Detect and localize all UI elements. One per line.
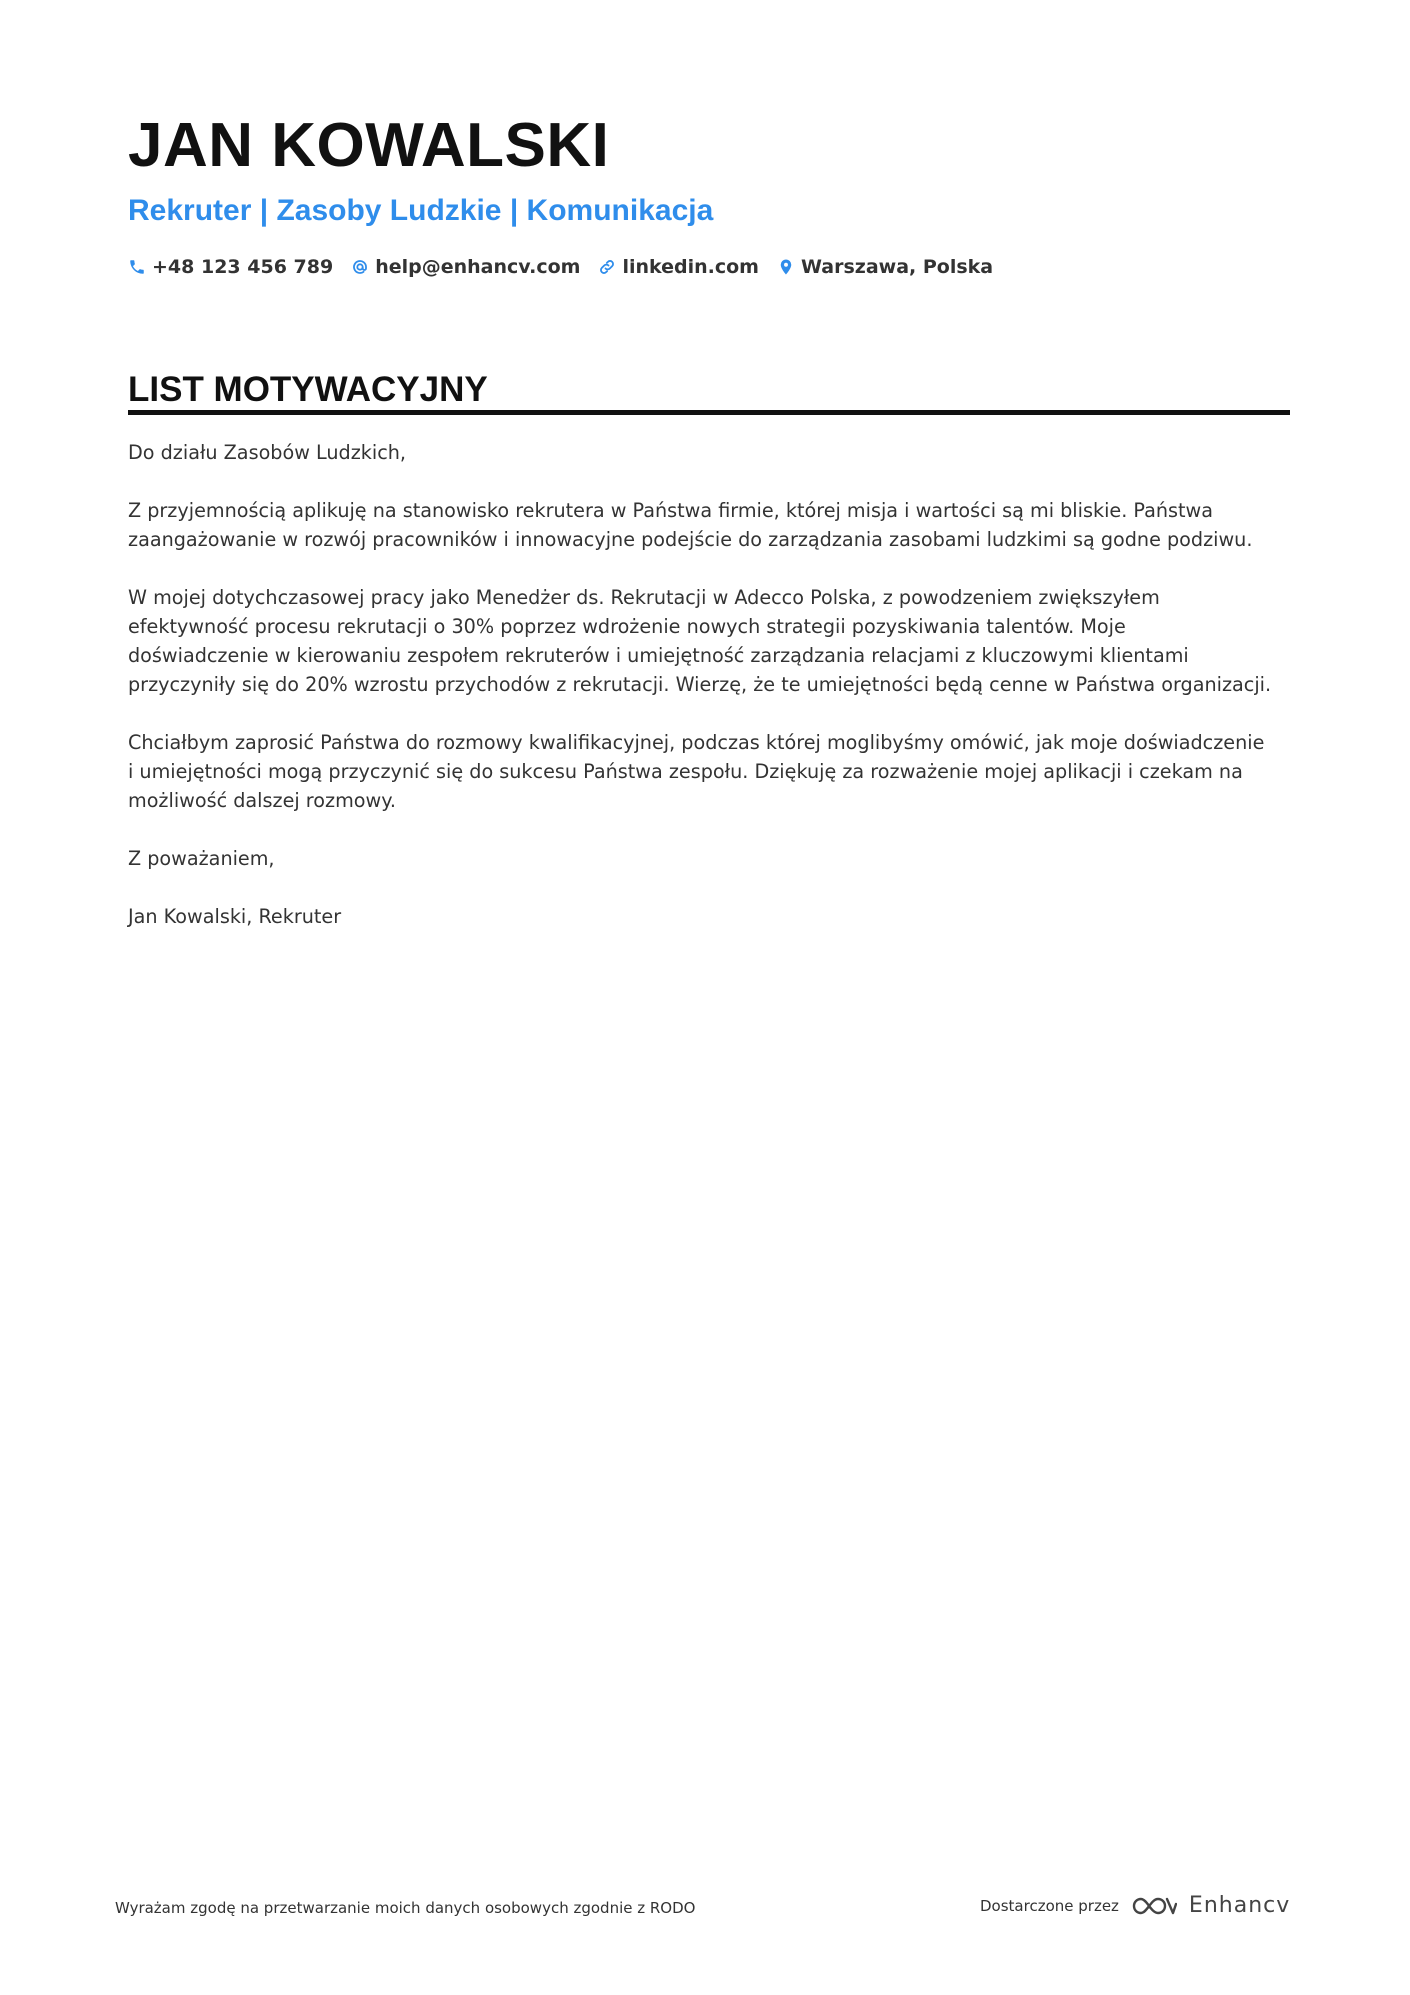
email-text: help@enhancv.com: [375, 256, 581, 278]
linkedin-text: linkedin.com: [622, 256, 759, 278]
candidate-headline: Rekruter | Zasoby Ludzkie | Komunikacja: [128, 194, 714, 227]
letter-closing: Z poważaniem,: [128, 847, 275, 870]
contact-bar: [128, 252, 993, 282]
contact-location: [777, 252, 993, 282]
page-footer: [0, 1888, 1410, 1928]
letter-paragraph: W mojej dotychczasowej pracy jako Menedżer ds. Rekrutacji w Adecco Polska, z powodzeniem zwiększyłem efektywność procesu rekrutacji o 30% poprzez wdrożenie nowych strategii pozyskiwania talentów. Moje doświadczenie w kierowaniu zespołem rekruterów i umiejętność zarządzania relacjami z kluczowymi klientami przyczyniły się do 20% wzrostu przychodów z rekrutacji. Wierzę, że te umiejętności będą cenne w Państwa organizacji.: [128, 586, 1272, 696]
powered-by-label: Dostarczone przez: [980, 1897, 1119, 1915]
at-icon: [351, 258, 369, 276]
location-text: Warszawa, Polska: [800, 256, 994, 278]
letter-body: [128, 438, 1290, 960]
brand-name: Enhancv: [1188, 1893, 1291, 1918]
letter-paragraph: Z przyjemnością aplikuję na stanowisko rekrutera w Państwa firmie, której misja i wartości są mi bliskie. Państwa zaangażowanie w rozwój pracowników i innowacyjne podejście do zarządzania zasobami ludzkimi są godne podziwu.: [128, 499, 1253, 551]
phone-text: +48 123 456 789: [152, 256, 334, 278]
letter-paragraph: Chciałbym zaprosić Państwa do rozmowy kwalifikacyjnej, podczas której moglibyśmy omówić, jak moje doświadczenie i umiejętności mogą przyczynić się do sukcesu Państwa zespołu. Dziękuję za rozważenie mojej aplikacji i czekam na możliwość dalszej rozmowy.: [128, 731, 1265, 812]
letter-greeting: Do działu Zasobów Ludzkich,: [128, 441, 407, 464]
powered-by[interactable]: [980, 1892, 1290, 1920]
enhancv-logo-icon: [1131, 1894, 1177, 1918]
gdpr-consent: Wyrażam zgodę na przetwarzanie moich danych osobowych zgodnie z RODO: [115, 1899, 696, 1917]
contact-linkedin[interactable]: [598, 252, 759, 282]
map-pin-icon: [777, 258, 795, 276]
section-title: LIST MOTYWACYJNY: [128, 370, 488, 409]
candidate-name: JAN KOWALSKI: [128, 111, 610, 180]
contact-phone[interactable]: [128, 252, 333, 282]
letter-signature: Jan Kowalski, Rekruter: [128, 905, 342, 928]
contact-email[interactable]: [351, 252, 580, 282]
section-divider: [128, 410, 1290, 415]
link-icon: [598, 258, 616, 276]
phone-icon: [128, 258, 146, 276]
